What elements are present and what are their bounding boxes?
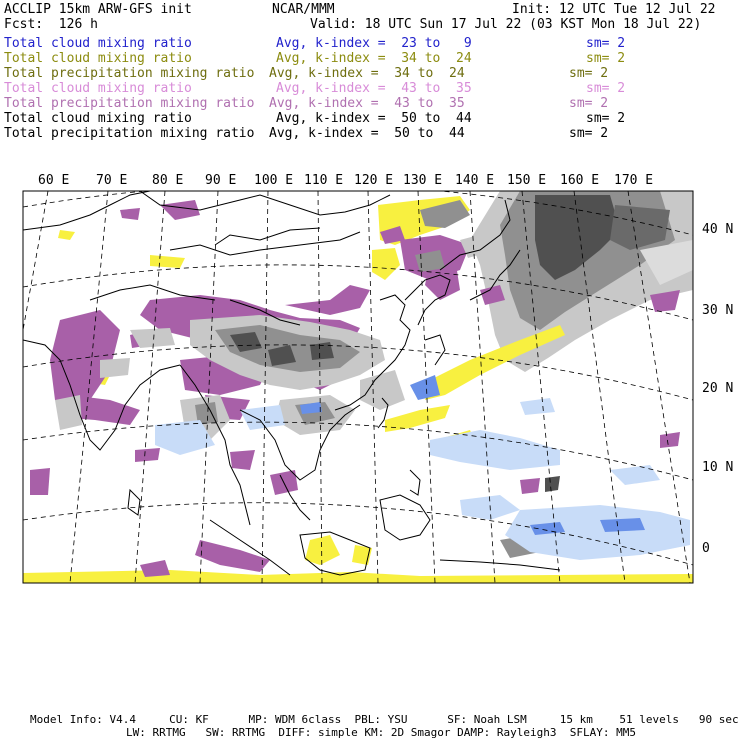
legend-sm: sm= 2 <box>586 36 626 51</box>
lat-label: 0 <box>702 541 710 556</box>
legend-avg: Avg, k-index = 50 to 44 <box>276 111 472 126</box>
lon-label: 120 E <box>354 173 394 188</box>
legend-sm: sm= 2 <box>569 66 609 81</box>
legend-field: Total cloud mixing ratio <box>4 111 192 126</box>
lon-label: 100 E <box>254 173 294 188</box>
legend-sm: sm= 2 <box>586 81 626 96</box>
lon-label: 170 E <box>614 173 654 188</box>
legend-avg: Avg, k-index = 50 to 44 <box>269 126 465 141</box>
model-title: ACCLIP 15km ARW-GFS init <box>4 2 192 17</box>
lat-label: 20 N <box>702 381 734 396</box>
legend-field: Total cloud mixing ratio <box>4 51 192 66</box>
lon-label: 130 E <box>403 173 443 188</box>
model-info-line2: LW: RRTMG SW: RRTMG DIFF: simple KM: 2D Smagor DAMP: Rayleigh3 SFLAY: MM5 <box>126 726 636 739</box>
legend-field: Total precipitation mixing ratio <box>4 126 255 141</box>
lat-label: 30 N <box>702 303 734 318</box>
lon-label: 160 E <box>560 173 600 188</box>
legend-avg: Avg, k-index = 43 to 35 <box>276 81 472 96</box>
legend-sm: sm= 2 <box>586 111 626 126</box>
legend-field: Total precipitation mixing ratio <box>4 66 255 81</box>
legend-field: Total cloud mixing ratio <box>4 36 192 51</box>
lon-label: 70 E <box>96 173 128 188</box>
legend-avg: Avg, k-index = 34 to 24 <box>276 51 472 66</box>
lat-label: 10 N <box>702 460 734 475</box>
forecast-hour: Fcst: 126 h <box>4 17 98 32</box>
organization: NCAR/MMM <box>272 2 335 17</box>
model-info-line1: Model Info: V4.4 CU: KF MP: WDM 6class PBL: YSU SF: Noah LSM 15 km 51 levels 90 sec <box>30 713 739 726</box>
lon-label: 80 E <box>152 173 184 188</box>
legend-sm: sm= 2 <box>569 96 609 111</box>
legend-field: Total cloud mixing ratio <box>4 81 192 96</box>
valid-time: Valid: 18 UTC Sun 17 Jul 22 (03 KST Mon 18 Jul 22) <box>310 17 702 32</box>
lon-label: 140 E <box>455 173 495 188</box>
init-time: Init: 12 UTC Tue 12 Jul 22 <box>512 2 716 17</box>
legend-field: Total precipitation mixing ratio <box>4 96 255 111</box>
legend-sm: sm= 2 <box>586 51 626 66</box>
lon-label: 90 E <box>205 173 237 188</box>
lat-label: 40 N <box>702 222 734 237</box>
lon-label: 60 E <box>38 173 70 188</box>
lon-label: 150 E <box>507 173 547 188</box>
legend-avg: Avg, k-index = 43 to 35 <box>269 96 465 111</box>
legend-avg: Avg, k-index = 23 to 9 <box>276 36 472 51</box>
legend-avg: Avg, k-index = 34 to 24 <box>269 66 465 81</box>
legend-sm: sm= 2 <box>569 126 609 141</box>
lon-label: 110 E <box>304 173 344 188</box>
